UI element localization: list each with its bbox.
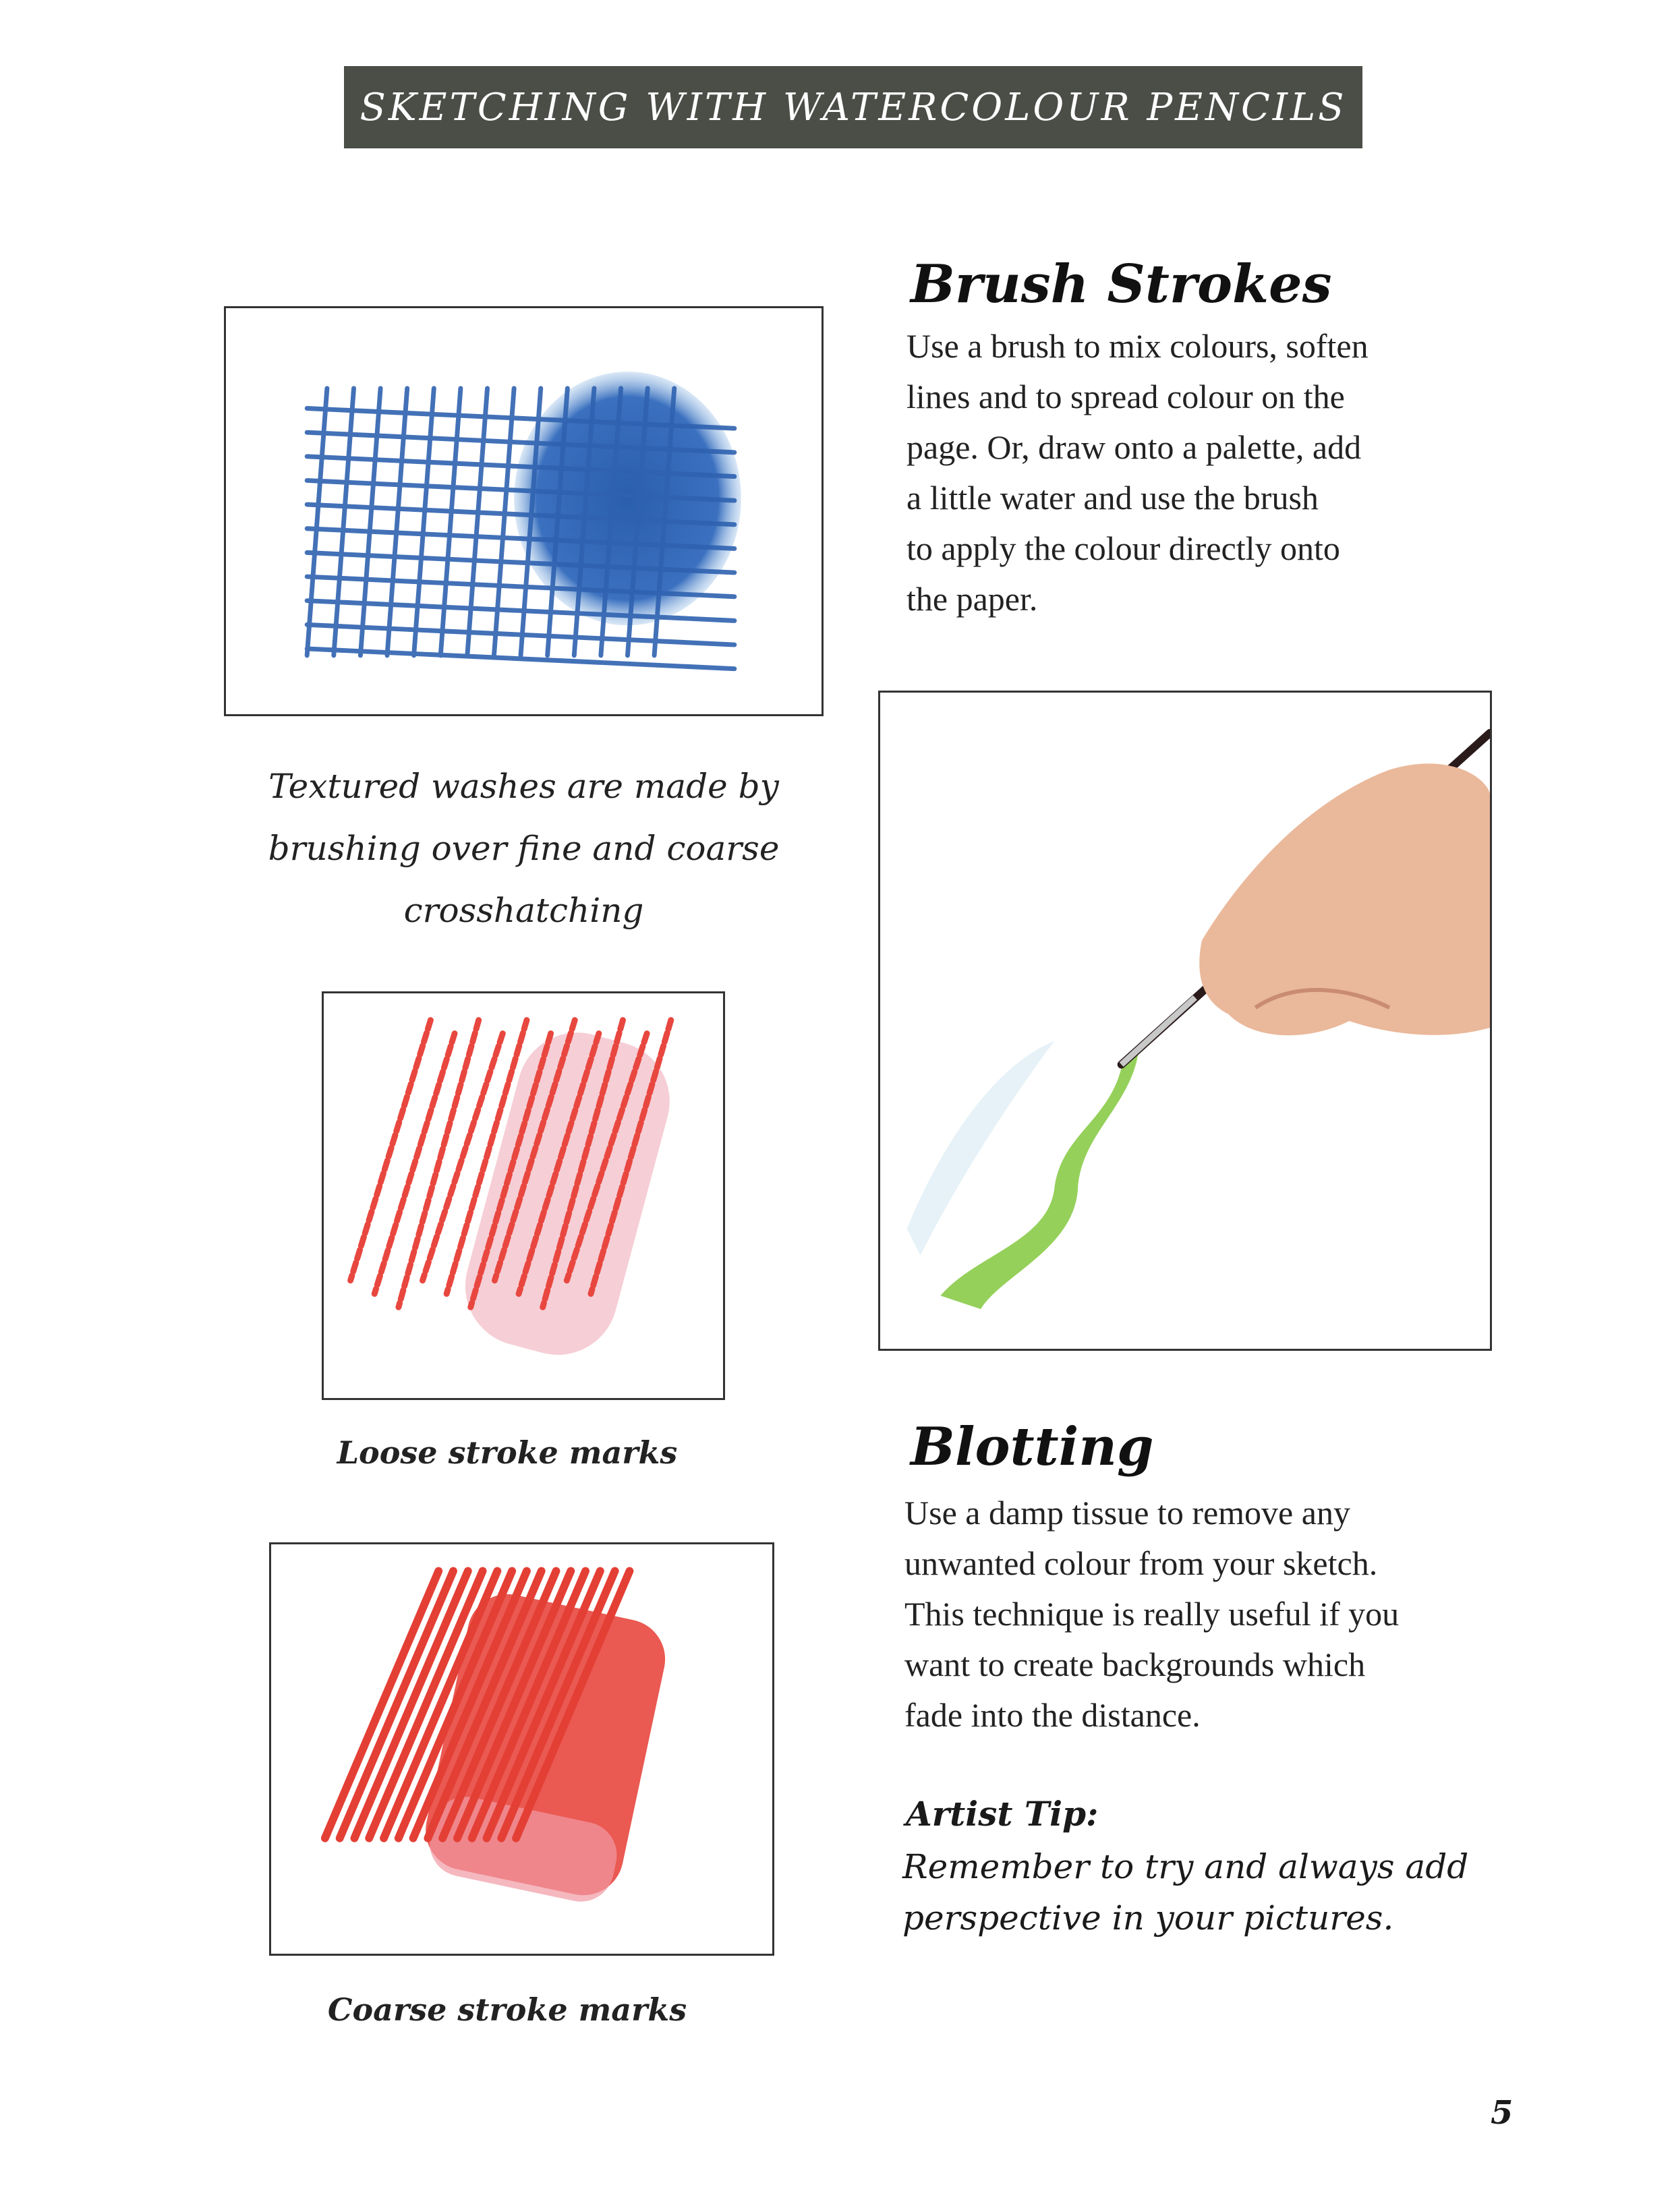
text-line: Use a brush to mix colours, soften — [906, 327, 1369, 365]
text-line: fade into the distance. — [904, 1696, 1201, 1734]
loose-stroke-illustration — [322, 991, 725, 1400]
artist-tip-text — [902, 1841, 1543, 1944]
text-line: the paper. — [906, 580, 1038, 618]
text-line: perspective in your pictures. — [902, 1898, 1394, 1938]
pencil-stroke — [399, 1020, 479, 1308]
coarse-stroke-illustration — [269, 1542, 774, 1956]
text-line: This technique is really useful if you — [904, 1595, 1400, 1633]
coarse-stroke-caption: Coarse stroke marks — [327, 1991, 687, 2028]
hatch-stroke — [387, 388, 407, 656]
loose-stroke-caption: Loose stroke marks — [337, 1434, 678, 1471]
text-line: page. Or, draw onto a palette, add — [906, 428, 1362, 466]
hatch-stroke — [414, 388, 434, 656]
artist-tip-title: Artist Tip: — [906, 1794, 1099, 1834]
hatch-stroke — [360, 388, 380, 656]
caption-line: Textured washes are made by — [268, 767, 779, 806]
brush-strokes-heading: Brush Strokes — [911, 254, 1332, 315]
crosshatch-caption — [224, 755, 824, 941]
text-line: want to create backgrounds which — [904, 1646, 1366, 1683]
hatch-stroke — [494, 388, 514, 656]
hatch-stroke — [307, 388, 327, 656]
page-number: 5 — [1491, 2094, 1514, 2132]
brush-strokes-text — [906, 321, 1547, 624]
text-line: unwanted colour from your sketch. — [904, 1544, 1378, 1582]
crosshatch-wash-illustration — [224, 306, 824, 716]
hatch-stroke — [440, 388, 461, 656]
blotting-text — [904, 1488, 1545, 1741]
text-line: Remember to try and always add — [902, 1847, 1469, 1886]
blotting-heading: Blotting — [911, 1416, 1154, 1478]
caption-line: crosshatching — [403, 891, 644, 930]
brush-painting-photo — [878, 691, 1492, 1351]
caption-line: brushing over fine and coarse — [268, 829, 780, 868]
hatch-stroke — [334, 388, 354, 656]
text-line: a little water and use the brush — [906, 479, 1319, 517]
text-line: lines and to spread colour on the — [906, 378, 1345, 415]
page-title: SKETCHING WITH WATERCOLOUR PENCILS — [359, 85, 1347, 129]
page-header-bar — [344, 66, 1362, 148]
text-line: to apply the colour directly onto — [906, 529, 1340, 567]
hatch-stroke — [467, 388, 488, 656]
text-line: Use a damp tissue to remove any — [904, 1494, 1350, 1532]
